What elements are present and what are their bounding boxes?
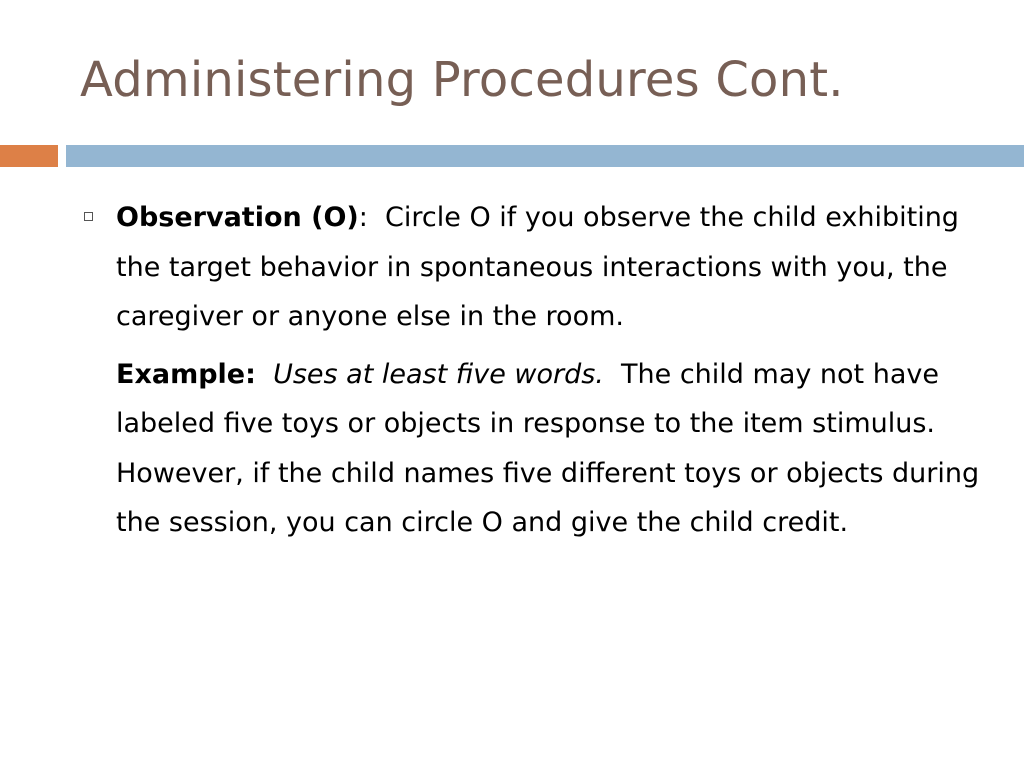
bullet-item-observation (84, 193, 988, 548)
square-bullet-icon (84, 212, 93, 221)
observation-term: Observation (O) (116, 202, 359, 233)
observation-colon: : (358, 202, 368, 233)
slide-content (84, 193, 988, 548)
example-label: Example: (116, 358, 256, 390)
observation-paragraph (116, 193, 984, 342)
observation-definition: Circle O if you observe the child exhibiting the target behavior in spontaneous interactions with you, the caregiver or anyone else in the room. (116, 202, 968, 332)
slide-title: Administering Procedures Cont. (80, 52, 844, 108)
example-paragraph (116, 350, 988, 548)
accent-bar-blue (66, 145, 1024, 167)
accent-bar-orange (0, 145, 58, 167)
example-text: The child may not have labeled five toys or objects in response to the item stimulus. However, if the child names five different toys or objects during the session, you can circle O and give the child credit. (116, 358, 988, 538)
example-italic-text: Uses at least five words. (255, 358, 604, 390)
